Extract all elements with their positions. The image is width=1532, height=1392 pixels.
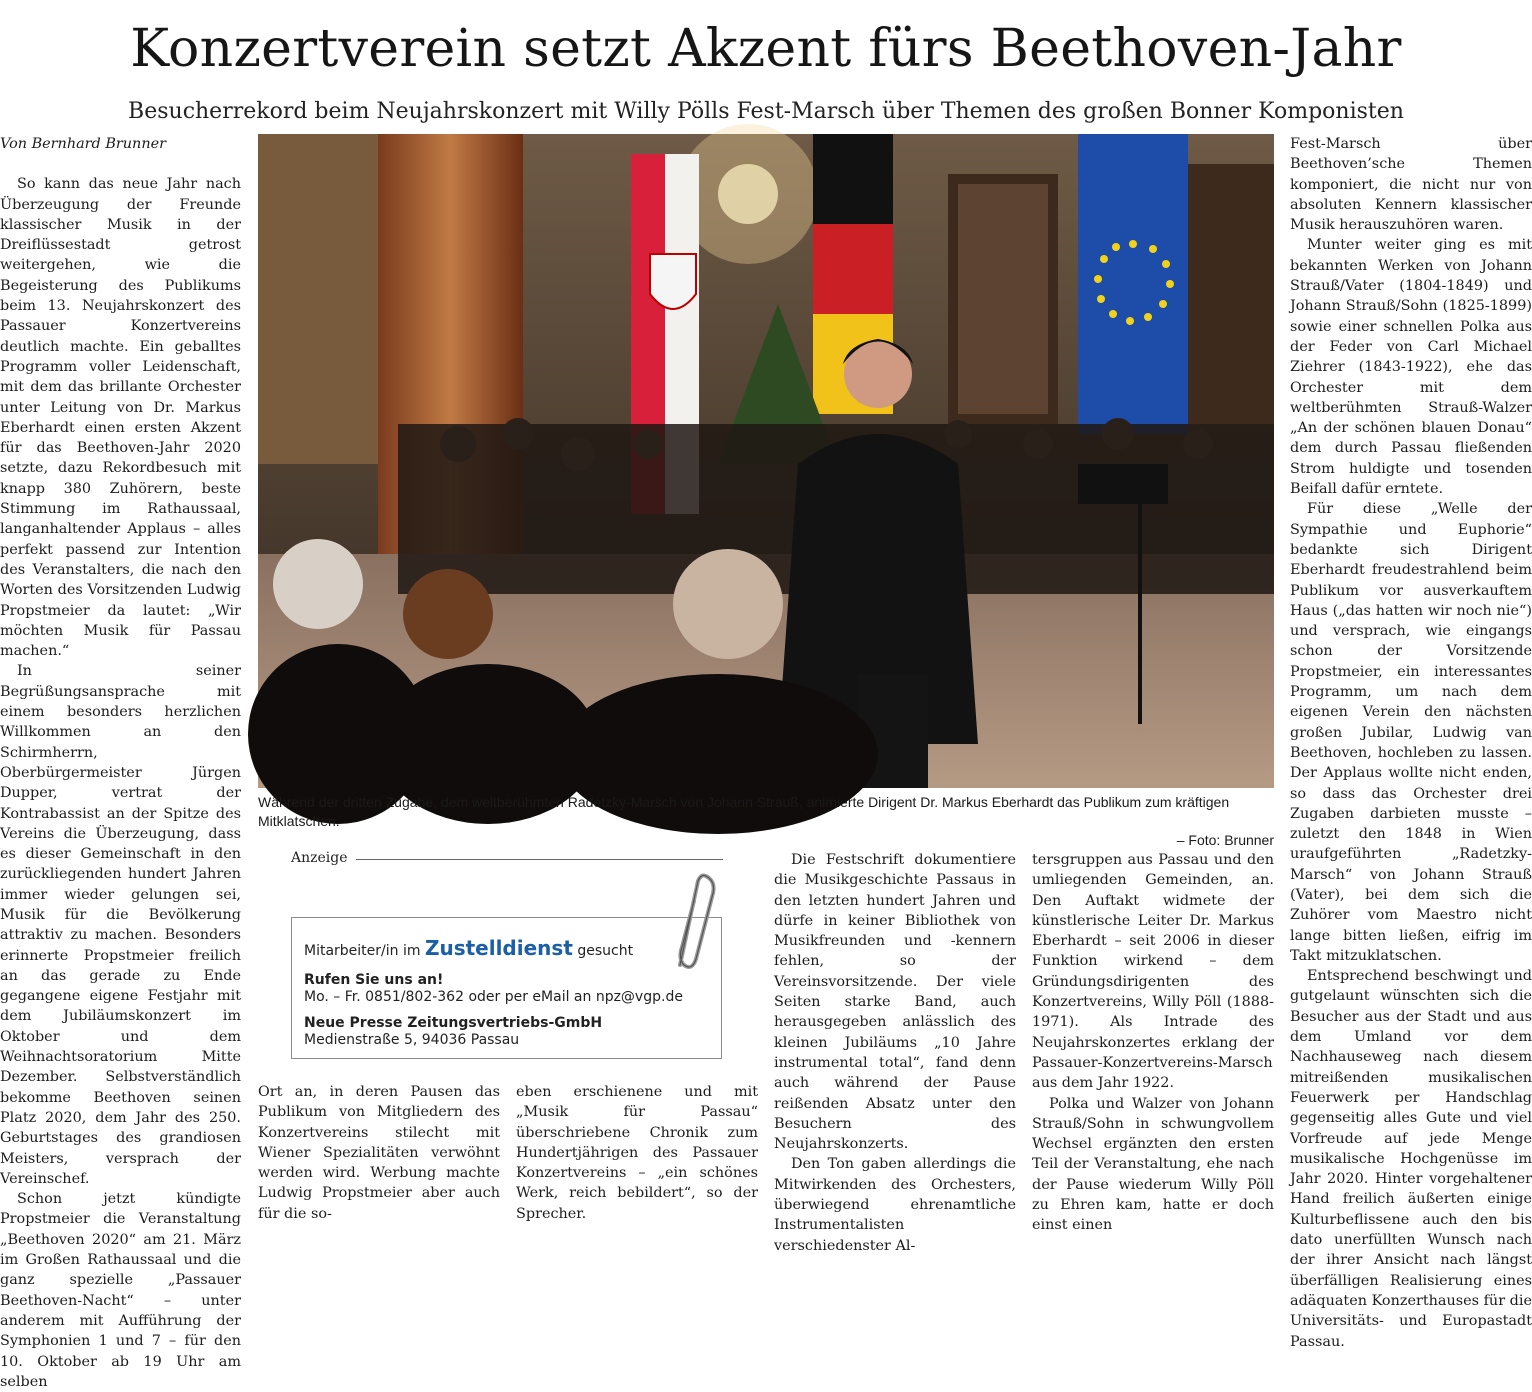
paperclip-icon [658, 873, 718, 973]
headline: Konzertverein setzt Akzent fürs Beethoven-Jahr [130, 19, 1402, 79]
subheadline: Besucherrekord beim Neujahrskonzert mit Willy Pölls Fest-Marsch über Themen des großen Bonner Komponisten [128, 99, 1404, 124]
article-column-4 [774, 850, 1016, 1254]
photo-caption [258, 793, 1274, 850]
byline: Von Bernhard Brunner [0, 136, 166, 152]
ad-highlight: Zustelldienst [424, 936, 573, 960]
paragraph: Entsprechend beschwingt und gutgelaunt wünschten sich die Besucher aus der Stadt und aus dem Umland vor dem Nachhauseweg nach diesem mitreißenden musikalischen Feuerwerk per Handschlag gegenseitig alles Gute und viel Vorfreude auf jede Menge musikalische Hochgenüsse im Jahr 2020. Hinter vorgehaltener Hand freilich äußerten einige Kulturbeflissene auch den bis dato unerfüllten Wunsch nach der ihrer Ansicht nach längst überfälligen Realisierung eines adäquaten Konzerthauses für die Universitäts- und Europastadt Passau. [1290, 968, 1532, 1350]
ad-contact: Mo. – Fr. 0851/802-362 oder per eMail an npz@vgp.de [304, 989, 683, 1005]
paragraph: Ort an, in deren Pausen das Publikum von Mitgliedern des Konzertvereins stilecht mit Wiener Spezialitäten verwöhnt werden wird. Werbung machte Ludwig Propstmeier aber auch für die so- [258, 1084, 500, 1222]
paragraph: In seiner Begrüßungsansprache mit einem besonders herzlichen Willkommen an den Schirmherrn, Oberbürgermeister Jürgen Dupper, vertrat der Kontrabassist an der Spitze des Vereins die Überzeugung, dass es dieser Gemeinschaft in den zurückliegenden hundert Jahren immer wieder gelungen sei, Musik für die Bevölkerung attraktiv zu machen. Besonders erinnerte Propstmeier freilich an das gerade zu Ende gegangene eigene Festjahr mit dem Jubiläumskonzert im Oktober und dem Weihnachtsoratorium Mitte Dezember. Selbstverständlich bekomme Beethoven seinen Platz 2020, dem Jahr des 250. Geburtstages des grandiosen Meisters, versprach der Vereinschef. [0, 663, 241, 1187]
ad-call-to-action: Rufen Sie uns an! [304, 972, 444, 988]
article-column-6 [1290, 134, 1532, 1350]
paragraph: tersgruppen aus Passau und den umliegenden Gemeinden, an. Den Auftakt widmete der künstlerische Leiter Dr. Markus Eberhardt – seit 2006 in dieser Funktion wirkend – dem Gründungsdirigenten des Konzertvereins, Willy Pöll (1888-1971). Als Intrade des Neujahrskonzertes erklang der Passauer-Konzertvereins-Marsch aus dem Jahr 1922. [1032, 852, 1274, 1092]
paragraph: eben erschienene und mit „Musik für Passau“ überschriebene Chronik zum Hundertjährigen des Passauer Konzertvereins – „ein schönes Werk, reich bebildert“, so der Sprecher. [516, 1084, 758, 1222]
paragraph: Polka und Walzer von Johann Strauß/Sohn in schwungvollem Wechsel ergänzten den ersten Teil der Veranstaltung, ehe nach der Pause wiederum Willy Pöll zu Ehren kam, hatte er doch einst einen [1032, 1095, 1274, 1234]
paragraph: Schon jetzt kündigte Propstmeier die Veranstaltung „Beethoven 2020“ am 21. März im Großen Rathaussaal und die ganz spezielle „Passauer Beethoven-Nacht“ – unter anderem mit Aufführung der Symphonien 1 und 7 – für den 10. Oktober ab 19 Uhr am selben [0, 1191, 241, 1390]
article-column-3 [516, 1082, 758, 1222]
ad-label-text: Anzeige [291, 850, 356, 866]
ad-headline [304, 936, 633, 960]
caption-text: Während der dritten Zugabe, dem weltberühmten Radetzky-Marsch von Johann Strauß, animierte Dirigent Dr. Markus Eberhardt das Publikum zum kräftigen Mitklatschen. [258, 794, 1230, 829]
paragraph: So kann das neue Jahr nach Überzeugung der Freunde klassischer Musik in der Dreiflüssestadt getrost weitergehen, wie die Begeisterung des Publikums beim 13. Neujahrskonzert des Passauer Konzertvereins deutlich machte. Ein geballtes Programm voller Leidenschaft, mit dem das brillante Orchester unter Leitung von Dr. Markus Eberhardt einen ersten Akzent für das Beethoven-Jahr 2020 setzte, dazu Rekordbesuch mit knapp 380 Zuhörern, beste Stimmung im Rathaussaal, langanhaltender Applaus – alles perfekt passend zur Intention des Veranstalters, die nach den Worten des Vorsitzenden Ludwig Propstmeier da lautet: „Wir möchten Musik für Passau machen.“ [0, 176, 241, 660]
paragraph: Fest-Marsch über Beethoven’sche Themen komponiert, die nicht nur von absoluten Kennern klassischer Musik herauszuhören waren. [1290, 136, 1532, 234]
paragraph: Für diese „Welle der Sympathie und Euphorie“ bedankte sich Dirigent Eberhardt freudestrahlend beim Publikum vor ausverkauftem Haus („das hatten wir noch nie“) und versprach, wie eingangs schon der Vorsitzende Propstmeier, ein interessantes Programm, um nach dem eigenen Verein den nächsten großen Jubilar, Ludwig van Beethoven, hochleben zu lassen. Der Applaus wollte nicht enden, so dass das Orchester drei Zugaben darbieten musste – zuletzt den 1848 in Wien uraufgeführten „Radetzky-Marsch“ von Johann Strauß (Vater), bei dem sich die Zuhörer vom Maestro nicht lange bitten ließen, eifrig im Takt mitzuklatschen. [1290, 501, 1532, 964]
photo-illustration [258, 134, 1274, 788]
paragraph: Den Ton gaben allerdings die Mitwirkenden des Orchesters, überwiegend ehrenamtliche Instrumentalisten verschiedenster Al- [774, 1156, 1016, 1254]
ad-company: Neue Presse Zeitungsvertriebs-GmbH [304, 1015, 603, 1031]
ad-label [291, 850, 723, 870]
article-column-2 [258, 1082, 500, 1222]
ad-address: Medienstraße 5, 94036 Passau [304, 1032, 520, 1048]
article-column-5 [1032, 850, 1274, 1234]
ad-prefix: Mitarbeiter/in im [304, 943, 421, 959]
article-column-1 [0, 134, 241, 1390]
paragraph: Munter weiter ging es mit bekannten Werken von Johann Strauß/Vater (1804-1849) und Johann Strauß/Sohn (1825-1899) sowie einer schnellen Polka aus der Feder von Carl Michael Ziehrer (1843-1922), ehe das Orchester mit dem weltberühmten Strauß-Walzer „An der schönen blauen Donau“ dem durch Passau fließenden Strom huldigte und tosenden Beifall dafür erntete. [1290, 237, 1532, 498]
paragraph: Die Festschrift dokumentiere die Musikgeschichte Passaus in den letzten hundert Jahren und dürfe in keiner Bibliothek von Musikfreunden und -kennern fehlen, so der Vereinsvorsitzende. Der viele Seiten starke Band, auch herausgegeben anlässlich des kleinen Jubiläums „10 Jahre instrumental total“, fand denn auch während der Pause reißenden Absatz unter den Besuchern des Neujahrskonzerts. [774, 852, 1016, 1153]
ad-suffix: gesucht [577, 943, 634, 959]
concert-photo [258, 134, 1274, 788]
photo-credit: – Foto: Brunner [1176, 832, 1274, 848]
